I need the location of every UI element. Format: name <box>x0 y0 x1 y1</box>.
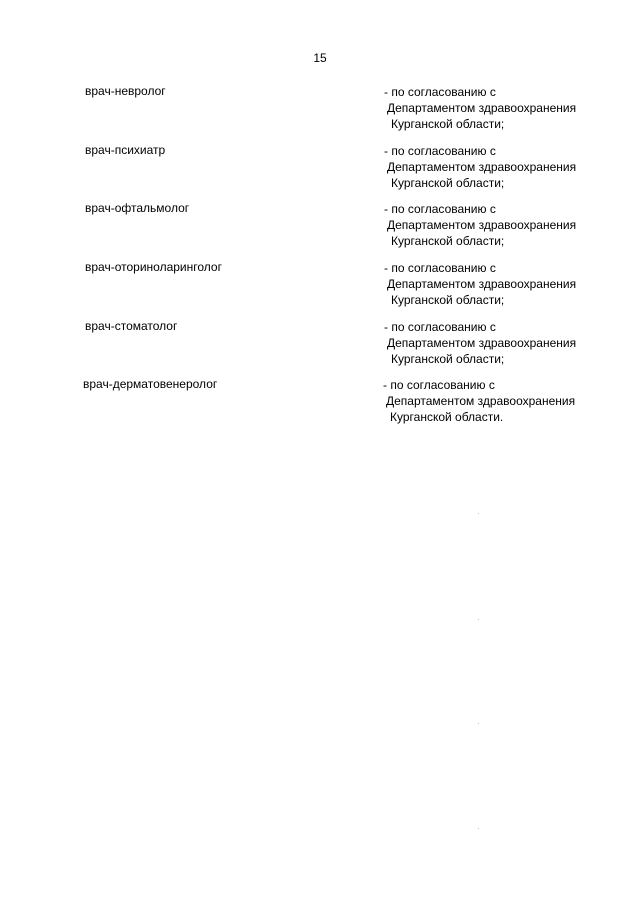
scan-speck <box>478 619 479 620</box>
approval-line: - по согласованию с <box>384 320 496 334</box>
approval-line: Департаментом здравоохранения <box>387 336 577 350</box>
approval-line: - по согласованию с <box>384 202 496 216</box>
approval-line: - по согласованию с <box>384 85 496 99</box>
approval-line: Курганской области; <box>391 176 505 190</box>
scan-speck <box>478 828 479 829</box>
approval-line: - по согласованию с <box>384 144 496 158</box>
page-number: 15 <box>313 51 327 65</box>
approval-note <box>384 84 624 132</box>
list-item <box>0 377 640 425</box>
approval-note <box>384 201 624 249</box>
list-item <box>0 319 640 367</box>
approval-line: Курганской области; <box>391 234 505 248</box>
approval-line: Курганской области; <box>391 293 505 307</box>
list-item <box>0 84 640 132</box>
approval-line: - по согласованию с <box>383 378 495 392</box>
specialist-role: врач-офтальмолог <box>85 201 190 215</box>
approval-note <box>384 260 624 308</box>
scan-speck <box>478 513 479 514</box>
scan-speck <box>478 723 479 724</box>
approval-note <box>384 143 624 191</box>
approval-line: - по согласованию с <box>384 261 496 275</box>
approval-line: Департаментом здравоохранения <box>387 160 577 174</box>
approval-line: Департаментом здравоохранения <box>387 101 577 115</box>
specialist-role: врач-оториноларинголог <box>85 260 222 274</box>
approval-note <box>383 377 623 425</box>
approval-line: Курганской области; <box>391 352 505 366</box>
approval-line: Курганской области; <box>391 117 505 131</box>
approval-line: Департаментом здравоохранения <box>387 277 577 291</box>
approval-line: Департаментом здравоохранения <box>387 218 577 232</box>
specialist-role: врач-психиатр <box>85 143 166 157</box>
approval-line: Департаментом здравоохранения <box>386 394 576 408</box>
specialist-role: врач-стоматолог <box>85 319 178 333</box>
list-item <box>0 260 640 308</box>
list-item <box>0 201 640 249</box>
specialist-role: врач-дерматовенеролог <box>83 377 218 391</box>
approval-line: Курганской области. <box>390 410 504 424</box>
specialist-role: врач-невролог <box>85 84 166 98</box>
list-item <box>0 143 640 191</box>
approval-note <box>384 319 624 367</box>
